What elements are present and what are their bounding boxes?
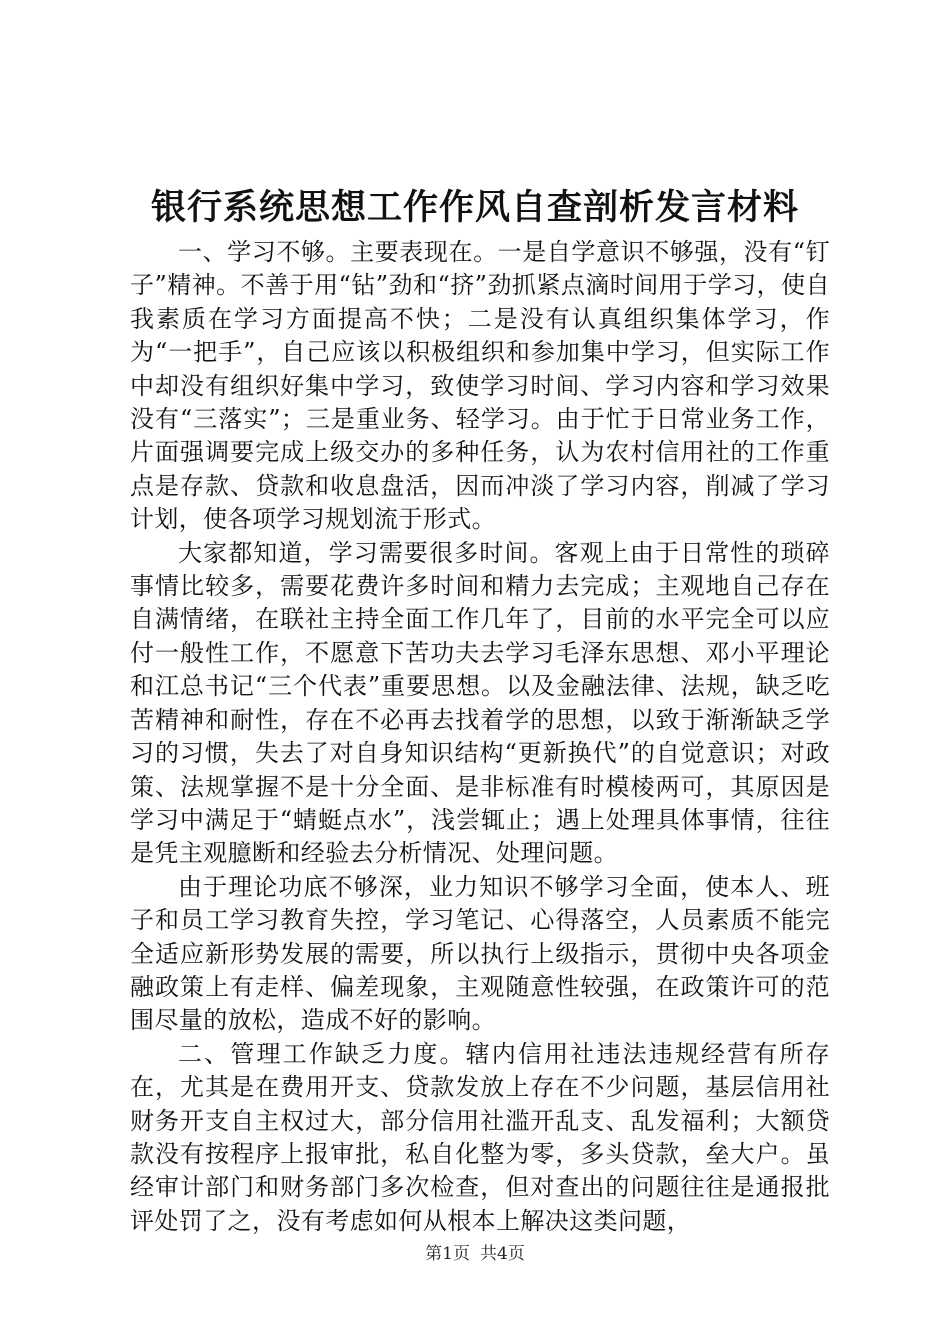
document-title: 银行系统思想工作作风自查剖析发言材料 — [150, 187, 799, 228]
paragraph-3: 由于理论功底不够深，业力知识不够学习全面，使本人、班子和员工学习教育失控，学习笔记、心得落空，人员素质不能完全适应新形势发展的需要，所以执行上级指示，贯彻中央各项金融政策上有走样、偏差现象，主观随意性较强，在政策许可的范围尽量的放松，造成不好的影响。 — [130, 872, 830, 1035]
paragraph-1: 一、学习不够。主要表现在。一是自学意识不够强，没有“钉子”精神。不善于用“钻”劲和“挤”劲抓紧点滴时间用于学习，使自我素质在学习方面提高不快；二是没有认真组织集体学习，作为“一把手”，自己应该以积极组织和参加集中学习，但实际工作中却没有组织好集中学习，致使学习时间、学习内容和学习效果没有“三落实”；三是重业务、轻学习。由于忙于日常业务工作，片面强调要完成上级交办的多种任务，认为农村信用社的工作重点是存款、贷款和收息盘活，因而冲淡了学习内容，削减了学习计划，使各项学习规划流于形式。 — [130, 238, 830, 534]
page-number-total: 共4页 — [480, 1244, 525, 1264]
page-number-current: 第1页 — [425, 1244, 470, 1264]
document-body — [130, 236, 830, 1238]
paragraph-4: 二、管理工作缺乏力度。辖内信用社违法违规经营有所存在，尤其是在费用开支、贷款发放上存在不少问题，基层信用社财务开支自主权过大，部分信用社滥开乱支、乱发福利；大额贷款没有按程序上报审批，私自化整为零，多头贷款，垒大户。虽经审计部门和财务部门多次检查，但对查出的问题往往是通报批评处罚了之，没有考虑如何从根本上解决这类问题， — [130, 1039, 830, 1235]
page-footer — [0, 1242, 950, 1266]
paragraph-2: 大家都知道，学习需要很多时间。客观上由于日常性的琐碎事情比较多，需要花费许多时间和精力去完成；主观地自己存在自满情绪，在联社主持全面工作几年了，目前的水平完全可以应付一般性工作，不愿意下苦功夫去学习毛泽东思想、邓小平理论和江总书记“三个代表”重要思想。以及金融法律、法规，缺乏吃苦精神和耐性，存在不必再去找着学的思想，以致于渐渐缺乏学习的习惯，失去了对自身知识结构“更新换代”的自觉意识；对政策、法规掌握不是十分全面、是非标准有时模棱两可，其原因是学习中满足于“蜻蜓点水”，浅尝辄止；遇上处理具体事情，往往是凭主观臆断和经验去分析情况、处理问题。 — [130, 538, 830, 868]
